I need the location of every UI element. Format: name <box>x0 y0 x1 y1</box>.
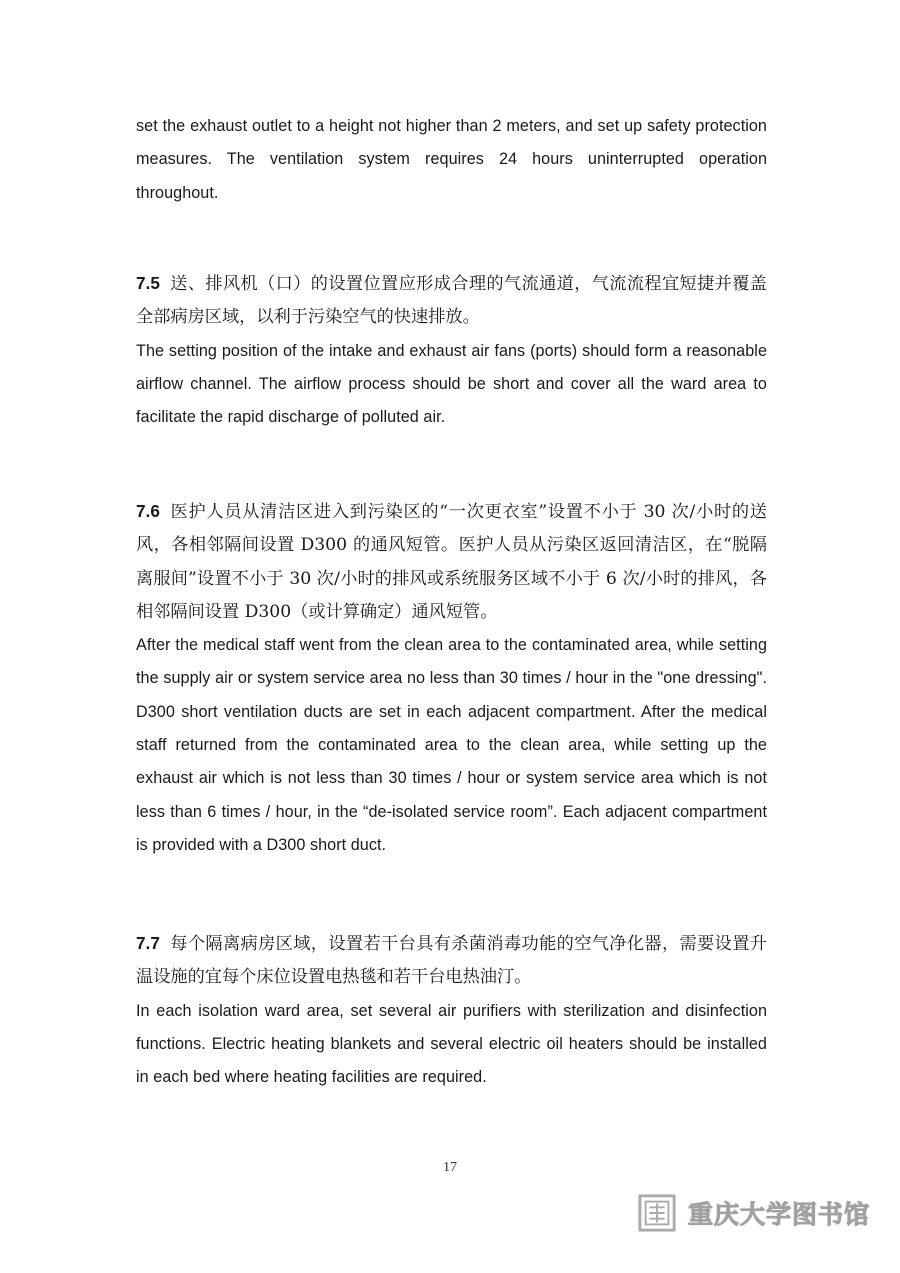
section-number: 7.7 <box>136 933 160 953</box>
section-chinese-body: 送、排风机（口）的设置位置应形成合理的气流通道，气流流程宜短捷并覆盖全部病房区域，以利于污染空气的快速排放。 <box>136 274 767 328</box>
section-number: 7.6 <box>136 501 160 521</box>
section-english-text: After the medical staff went from the clean area to the contaminated area, while setting the supply air or system service area no less than 30 times / hour in the "one dressing". D300 short ventilation ducts are set in each adjacent compartment. After the medical staff returned from the contaminated area to the clean area, while setting up the exhaust air which is not less than 30 times / hour or system service area which is not less than 6 times / hour, in the “de-isolated service room”. Each adjacent compartment is provided with a D300 short duct. <box>136 636 767 854</box>
section-chinese-body: 医护人员从清洁区进入到污染区的“一次更衣室”设置不小于 30 次/小时的送风，各相邻隔间设置 D300 的通风短管。医护人员从污染区返回清洁区，在“脱隔离服间”设置不小于 30 次/小时的排风或系统服务区域不小于 6 次/小时的排风，各相邻隔间设置 D300（或计算确定）通风短管。 <box>136 502 767 622</box>
section-number: 7.5 <box>136 273 160 293</box>
section-chinese-text <box>136 495 767 629</box>
page-number: 17 <box>443 1160 457 1175</box>
section-english-text: In each isolation ward area, set several air purifiers with sterilization and disinfection functions. Electric heating blankets and several electric oil heaters should be installed in each bed where heating facilities are required. <box>136 1001 767 1087</box>
watermark-text: 重庆大学图书馆 <box>688 1200 871 1229</box>
section-english-text: The setting position of the intake and exhaust air fans (ports) should form a reasonable airflow channel. The airflow process should be short and cover all the ward area to facilitate the rapid discharge of polluted air. <box>136 341 767 427</box>
section-7-6 <box>136 495 767 862</box>
section-7-7 <box>136 927 767 1094</box>
section-7-5 <box>136 267 767 434</box>
section-chinese-text <box>136 927 767 995</box>
intro-block <box>136 110 767 210</box>
library-seal-icon <box>638 1194 676 1232</box>
section-chinese-body: 每个隔离病房区域，设置若干台具有杀菌消毒功能的空气净化器，需要设置升温设施的宜每个床位设置电热毯和若干台电热油汀。 <box>136 934 767 988</box>
library-watermark <box>638 1193 870 1233</box>
section-chinese-text <box>136 267 767 335</box>
intro-english-text: set the exhaust outlet to a height not higher than 2 meters, and set up safety protection measures. The ventilation system requires 24 hours uninterrupted operation throughout. <box>136 117 767 202</box>
